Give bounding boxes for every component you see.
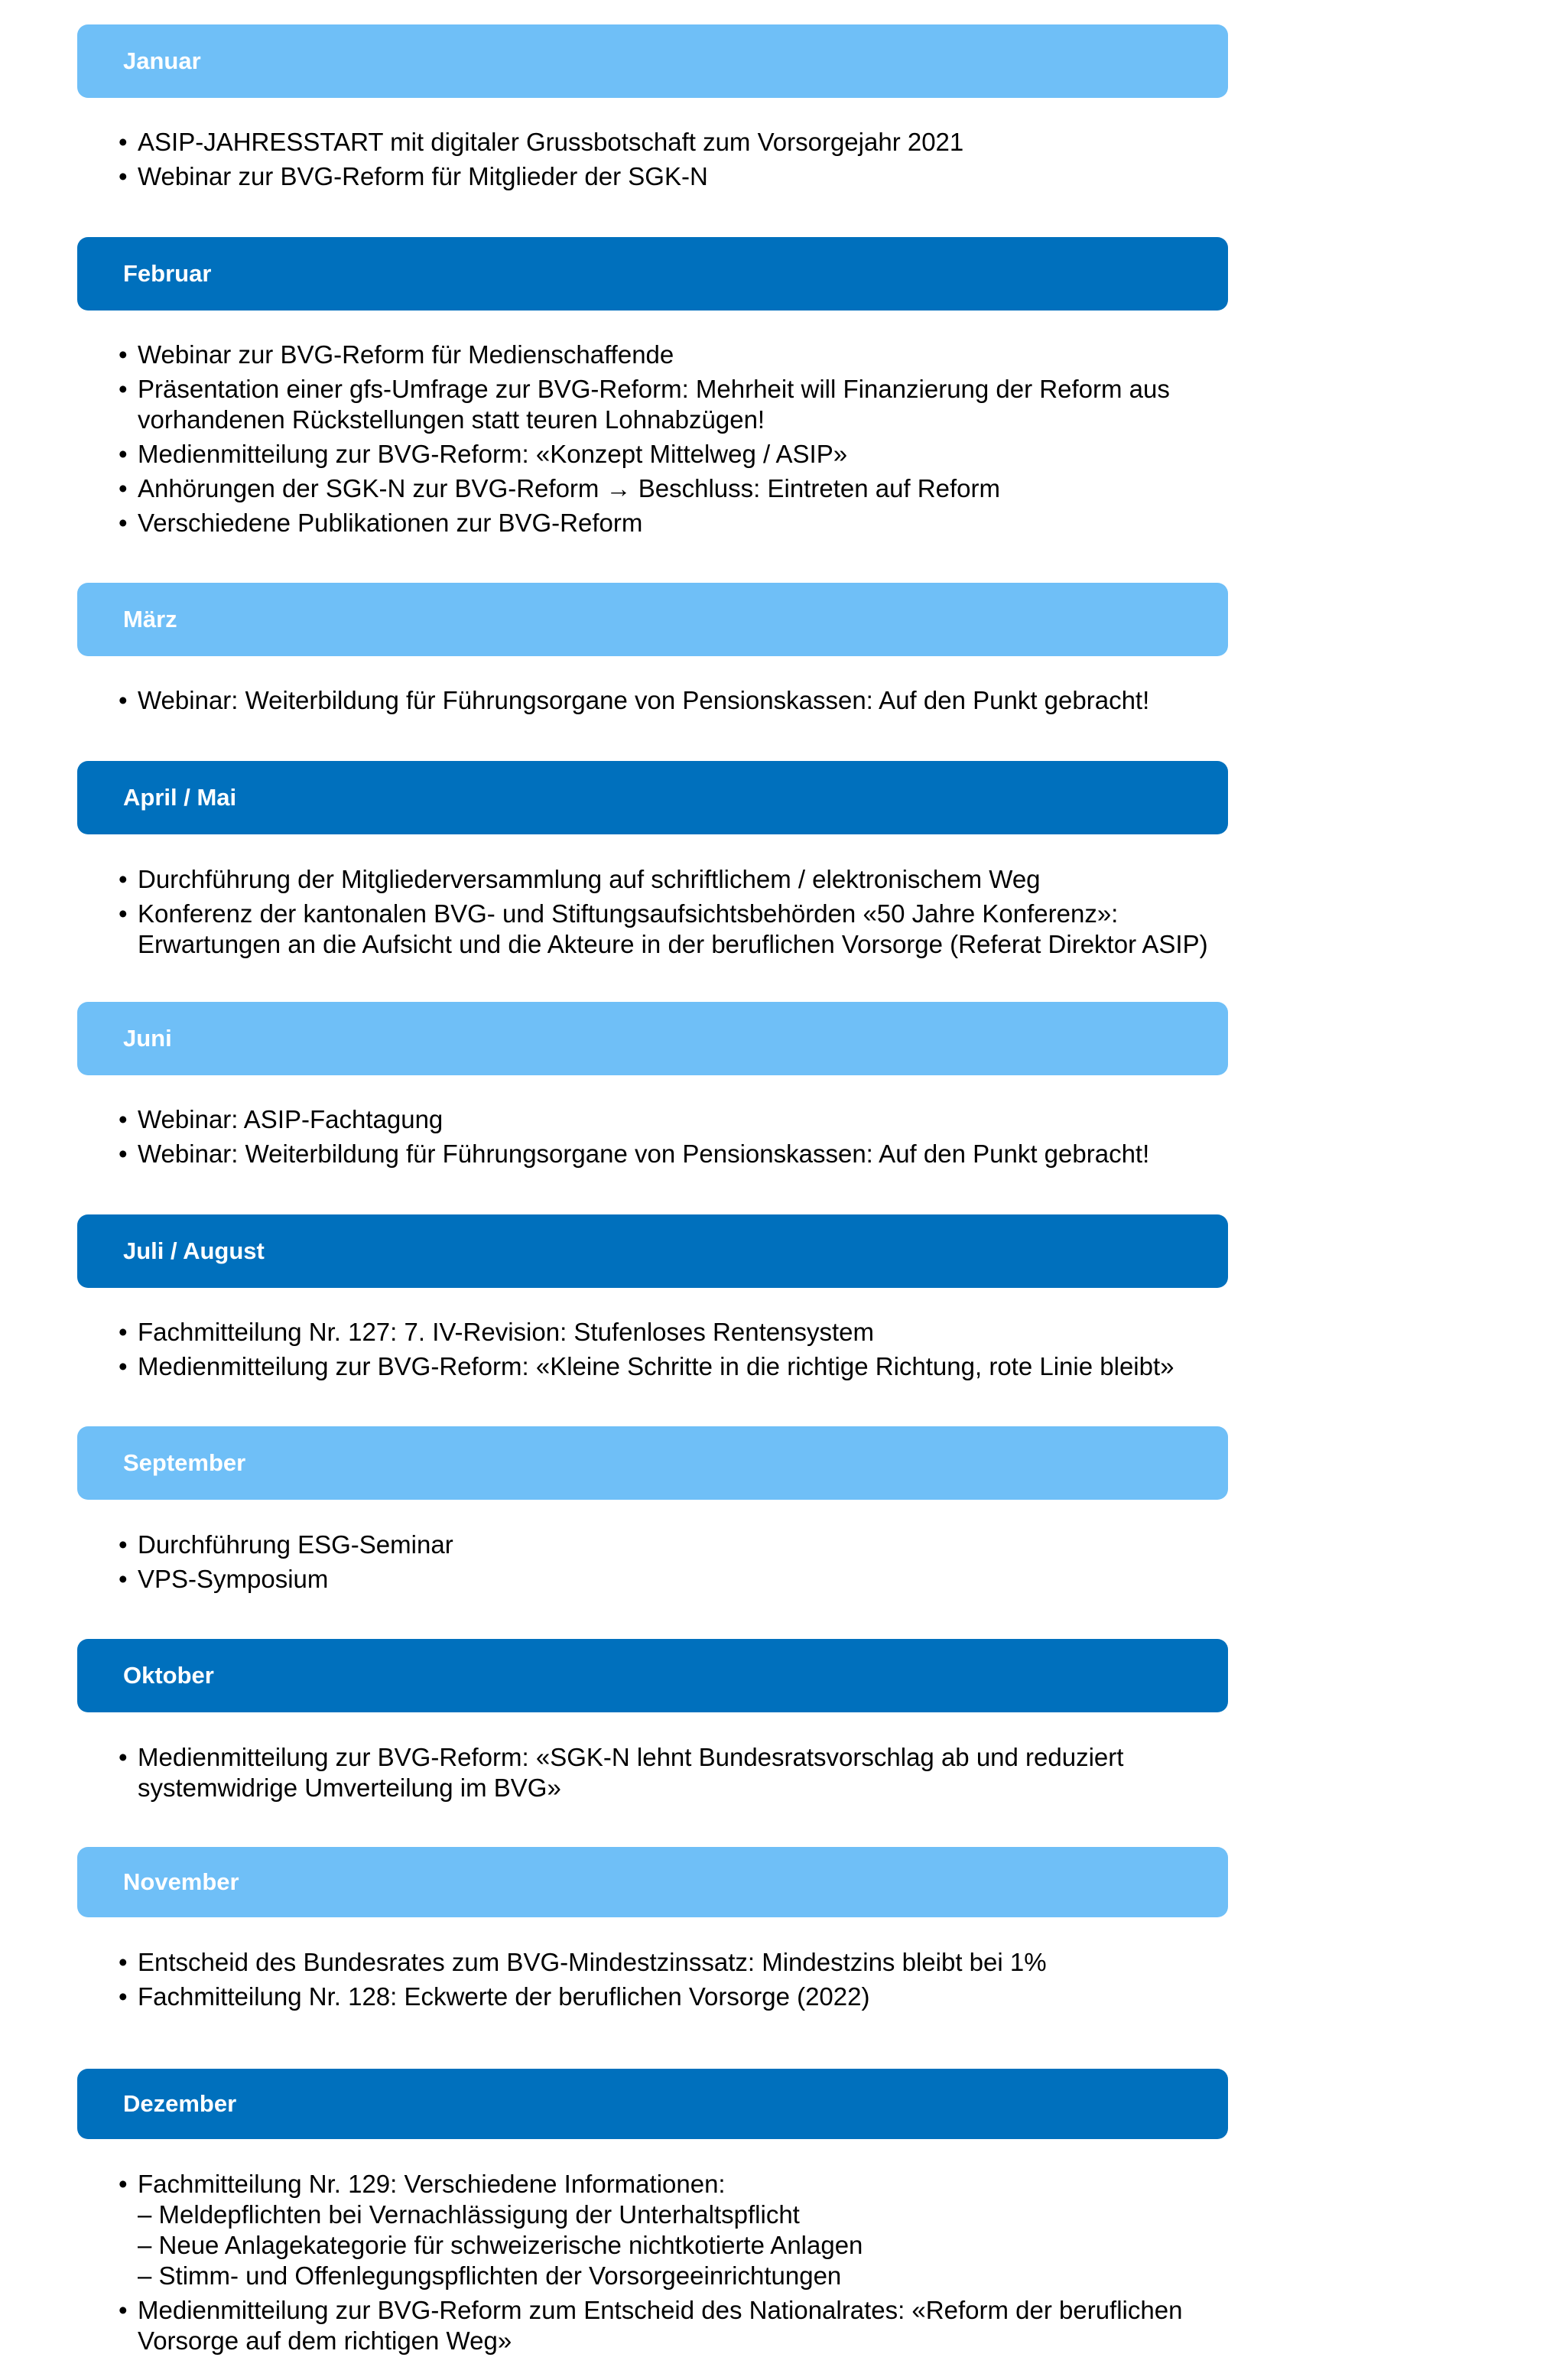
month-items-juni: [117, 1104, 1264, 1173]
bullet-icon: •: [119, 1530, 128, 1559]
bullet-icon: •: [119, 1352, 128, 1380]
bullet-icon: •: [119, 340, 128, 369]
bullet-icon: •: [119, 1140, 128, 1168]
bullet-icon: •: [119, 162, 128, 190]
month-title: Januar: [123, 47, 201, 74]
month-title: März: [123, 606, 177, 632]
list-item: • Anhörungen der SGK-N zur BVG-Reform → Beschluss: Eintreten auf Reform: [119, 474, 1000, 502]
list-item: • Webinar zur BVG-Reform für Mitglieder der SGK-N: [119, 162, 708, 190]
month-items-maerz: [117, 685, 1264, 720]
month-header-februar: [77, 237, 1228, 311]
month-title: Juli / August: [123, 1237, 265, 1264]
list-item: • Fachmitteilung Nr. 127: 7. IV-Revision: Stufenloses Rentensystem: [119, 1318, 874, 1346]
list-item: • Verschiedene Publikationen zur BVG-Reform: [119, 509, 643, 537]
list-item: • Medienmitteilung zur BVG-Reform: «SGK-N lehnt Bundesratsvorschlag ab und reduziert systemwidrige Umverteilung im BVG»: [119, 1743, 1124, 1802]
bullet-icon: •: [119, 1565, 128, 1593]
bullet-icon: •: [119, 1105, 128, 1133]
month-items-juli-august: [117, 1317, 1264, 1386]
bullet-icon: •: [119, 1743, 128, 1771]
month-items-dezember: [117, 2169, 1264, 2360]
month-title: Juni: [123, 1025, 172, 1052]
month-items-januar: [117, 127, 1264, 196]
month-header-juni: [77, 1002, 1228, 1075]
month-items-november: [117, 1947, 1264, 2016]
bullet-icon: •: [119, 440, 128, 468]
bullet-icon: •: [119, 128, 128, 156]
list-item: • Webinar: Weiterbildung für Führungsorgane von Pensionskassen: Auf den Punkt gebracht!: [119, 686, 1150, 714]
list-item: • Fachmitteilung Nr. 128: Eckwerte der beruflichen Vorsorge (2022): [119, 1982, 870, 2011]
bullet-icon: •: [119, 1318, 128, 1346]
month-header-maerz: [77, 583, 1228, 656]
month-header-oktober: [77, 1639, 1228, 1712]
month-title: November: [123, 1868, 239, 1895]
list-item: • Medienmitteilung zur BVG-Reform: «Konzept Mittelweg / ASIP»: [119, 440, 848, 468]
list-item: • Medienmitteilung zur BVG-Reform: «Kleine Schritte in die richtige Richtung, rote Linie bleibt»: [119, 1352, 1174, 1380]
month-title: Februar: [123, 260, 212, 287]
list-item: • Medienmitteilung zur BVG-Reform zum Entscheid des Nationalrates: «Reform der beruflichen Vorsorge auf dem richtigen Weg»: [119, 2296, 1183, 2355]
bullet-icon: •: [119, 686, 128, 714]
bullet-icon: •: [119, 899, 128, 928]
month-items-februar: [117, 340, 1264, 542]
month-items-september: [117, 1530, 1264, 1598]
month-header-juli-august: [77, 1214, 1228, 1288]
bullet-icon: •: [119, 865, 128, 893]
list-item: • Durchführung ESG-Seminar: [119, 1530, 453, 1559]
list-item: • Präsentation einer gfs-Umfrage zur BVG-Reform: Mehrheit will Finanzierung der Reform aus vorhandenen Rückstellungen statt teuren Lohnabzügen!: [119, 375, 1170, 434]
bullet-icon: •: [119, 2296, 128, 2324]
list-item: • Webinar: Weiterbildung für Führungsorgane von Pensionskassen: Auf den Punkt gebracht!: [119, 1140, 1150, 1168]
month-title: September: [123, 1449, 246, 1476]
month-header-november: [77, 1847, 1228, 1917]
list-item: • Webinar zur BVG-Reform für Medienschaffende: [119, 340, 674, 369]
month-title: Oktober: [123, 1662, 214, 1689]
month-title: April / Mai: [123, 784, 237, 811]
month-header-dezember: [77, 2069, 1228, 2139]
month-title: Dezember: [123, 2090, 237, 2117]
bullet-icon: •: [119, 474, 128, 502]
bullet-icon: •: [119, 375, 128, 403]
month-header-september: [77, 1426, 1228, 1500]
bullet-icon: •: [119, 509, 128, 537]
list-item: • ASIP-JAHRESSTART mit digitaler Grussbotschaft zum Vorsorgejahr 2021: [119, 128, 964, 156]
month-items-oktober: [117, 1742, 1264, 1807]
month-items-april-mai: [117, 864, 1264, 964]
bullet-icon: •: [119, 1948, 128, 1976]
list-item: • Konferenz der kantonalen BVG- und Stiftungsaufsichtsbehörden «50 Jahre Konferenz»: Erwartungen an die Aufsicht und die Akteure in der beruflichen Vorsorge (Referat Direktor ASIP): [119, 899, 1208, 958]
month-header-april-mai: [77, 761, 1228, 834]
list-item: • Fachmitteilung Nr. 129: Verschiedene Informationen: – Meldepflichten bei Vernachlässigung der Unterhaltspflicht – Neue Anlagekategorie für schweizerische nichtkotierte Anlagen – Stimm- und Offenlegungspflichten der Vorsorgeeinrichtungen: [119, 2170, 863, 2290]
month-header-januar: [77, 24, 1228, 98]
bullet-icon: •: [119, 1982, 128, 2011]
list-item: • Durchführung der Mitgliederversammlung auf schriftlichem / elektronischem Weg: [119, 865, 1041, 893]
list-item: • Entscheid des Bundesrates zum BVG-Mindestzinssatz: Mindestzins bleibt bei 1%: [119, 1948, 1047, 1976]
bullet-icon: •: [119, 2170, 128, 2198]
list-item: • VPS-Symposium: [119, 1565, 329, 1593]
list-item: • Webinar: ASIP-Fachtagung: [119, 1105, 443, 1133]
